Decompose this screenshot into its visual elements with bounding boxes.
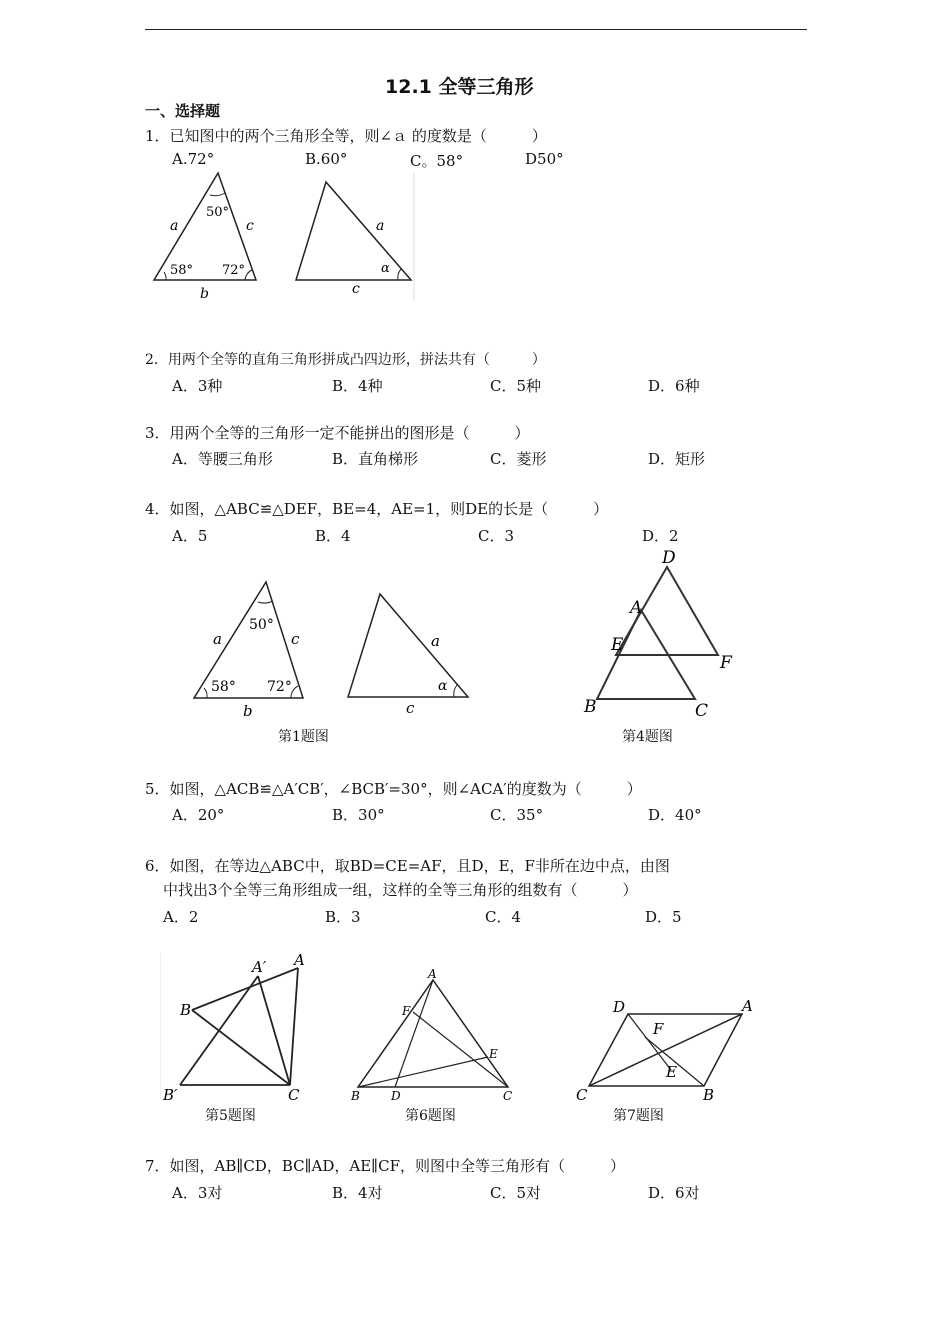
q5-figure: [160, 950, 320, 1105]
alpha-label: α: [438, 678, 448, 694]
q6-option-b: B．3: [325, 908, 361, 926]
point-a-label: A: [294, 951, 305, 969]
side-a-label: a: [213, 630, 222, 648]
alpha-label: α: [381, 261, 390, 276]
q2-option-c: C．5种: [490, 377, 542, 395]
q7-option-d: D．6对: [648, 1184, 700, 1202]
side-a-label: a: [170, 218, 179, 234]
figure-6-caption: 第6题图: [405, 1108, 456, 1124]
q3-option-b: B．直角梯形: [332, 450, 419, 468]
point-c-label: C: [695, 701, 709, 721]
point-b-prime-label: B′: [163, 1086, 178, 1104]
point-d-label: D: [391, 1089, 401, 1103]
angle-left-label: 58°: [211, 679, 236, 695]
q2-option-b: B．4种: [332, 377, 383, 395]
q1-option-d: D50°: [525, 150, 564, 168]
figure-7-caption: 第7题图: [613, 1108, 664, 1124]
q4-figure: [578, 542, 753, 722]
angle-top-label: 50°: [206, 205, 230, 220]
angle-right-label: 72°: [267, 679, 292, 695]
section-heading: 一、选择题: [145, 102, 221, 120]
question-7-stem: 7．如图，AB∥CD，BC∥AD，AE∥CF，则图中全等三角形有（ ）: [145, 1157, 625, 1175]
question-2-stem: 2．用两个全等的直角三角形拼成凸四边形，拼法共有（ ）: [145, 352, 546, 368]
point-c-label: C: [503, 1089, 513, 1103]
side-c-label: c: [291, 630, 300, 648]
side-c-label: c: [352, 281, 360, 297]
q5-option-c: C．35°: [490, 806, 544, 824]
q4-option-d: D．2: [642, 527, 679, 545]
q1-option-a: A.72°: [172, 150, 215, 168]
q6-option-d: D．5: [645, 908, 682, 926]
point-f-label: F: [402, 1004, 411, 1018]
point-e-label: E: [489, 1047, 498, 1061]
figure-4-caption: 第4题图: [622, 729, 673, 745]
figure-1-caption: 第1题图: [278, 729, 329, 745]
q5-option-d: D．40°: [648, 806, 702, 824]
side-b-label: b: [200, 286, 209, 302]
side-c-label: c: [406, 699, 415, 717]
angle-left-label: 58°: [170, 263, 194, 278]
triangle-left: [154, 173, 256, 302]
side-a-label: a: [431, 632, 440, 650]
q6-figure: [348, 965, 520, 1105]
q3-option-c: C．菱形: [490, 450, 547, 468]
question-4-stem: 4．如图，△ABC≌△DEF，BE=4，AE=1，则DE的长是（ ）: [145, 500, 609, 518]
point-d-label: D: [662, 548, 676, 568]
question-1-stem: 1．已知图中的两个三角形全等，则∠ａ 的度数是（ ）: [145, 127, 547, 145]
q4-option-c: C．3: [478, 527, 515, 545]
angle-top-label: 50°: [249, 617, 274, 633]
point-e-label: E: [611, 635, 624, 655]
q2-option-a: A．3种: [172, 377, 223, 395]
figure-5-caption: 第5题图: [205, 1108, 256, 1124]
point-b-label: B: [584, 697, 597, 717]
q5-option-a: A．20°: [172, 806, 225, 824]
point-c-label: C: [576, 1086, 588, 1104]
q2-option-d: D．6种: [648, 377, 700, 395]
side-a-label: a: [376, 218, 385, 234]
angle-right-label: 72°: [222, 263, 246, 278]
q1-option-c: C。58°: [410, 152, 464, 170]
point-a-label: A: [428, 967, 437, 981]
point-b-label: B: [180, 1001, 192, 1019]
point-e-label: E: [666, 1063, 677, 1081]
q1-option-b: B.60°: [305, 150, 348, 168]
point-a-label: A: [742, 997, 753, 1015]
q7-option-b: B．4对: [332, 1184, 383, 1202]
point-f-label: F: [720, 653, 732, 673]
q7-figure: [572, 992, 762, 1105]
q3-option-a: A．等腰三角形: [172, 450, 273, 468]
point-a-prime-label: A′: [252, 958, 267, 976]
question-3-stem: 3．用两个全等的三角形一定不能拼出的图形是（ ）: [145, 424, 530, 442]
point-d-label: D: [613, 998, 626, 1016]
q7-option-a: A．3对: [172, 1184, 223, 1202]
point-b-label: B: [351, 1089, 360, 1103]
q5-option-b: B．30°: [332, 806, 385, 824]
q1-figure-repeat: [185, 575, 485, 723]
q6-option-c: C．4: [485, 908, 522, 926]
question-5-stem: 5．如图，△ACB≌△A′CB′，∠BCB′=30°，则∠ACA′的度数为（ ）: [145, 780, 642, 798]
question-6-stem-line1: 6．如图，在等边△ABC中，取BD=CE=AF，且D，E，F非所在边中点，由图: [145, 857, 670, 875]
header-rule: [145, 29, 807, 30]
triangle-right: [296, 173, 414, 300]
q3-option-d: D．矩形: [648, 450, 706, 468]
q6-option-a: A．2: [163, 908, 199, 926]
point-f-label: F: [653, 1020, 664, 1038]
page-title: 12.1 全等三角形: [385, 76, 534, 98]
q4-option-b: B．4: [315, 527, 351, 545]
q7-option-c: C．5对: [490, 1184, 542, 1202]
point-c-label: C: [288, 1086, 300, 1104]
side-b-label: b: [243, 702, 253, 720]
point-a-label: A: [630, 598, 643, 618]
q4-option-a: A．5: [172, 527, 208, 545]
q1-figure: [148, 168, 423, 303]
question-6-stem-line2: 中找出3个全等三角形组成一组，这样的全等三角形的组数有（ ）: [163, 881, 638, 899]
point-b-label: B: [703, 1086, 715, 1104]
side-c-label: c: [246, 218, 254, 234]
